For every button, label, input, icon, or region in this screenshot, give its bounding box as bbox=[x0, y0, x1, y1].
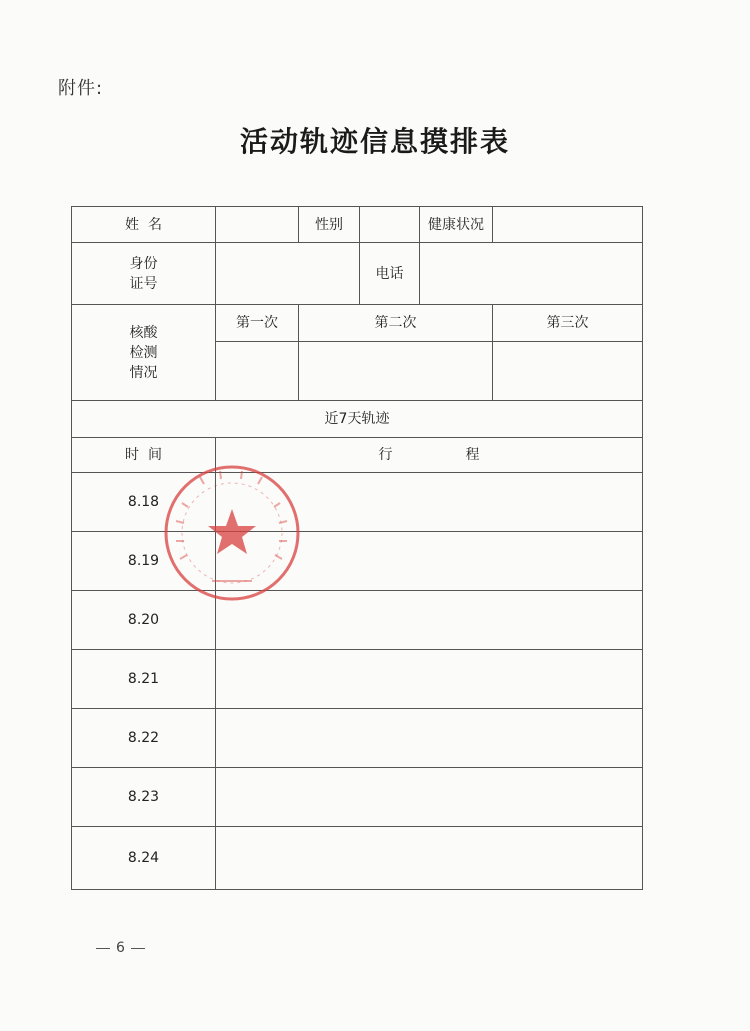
section-title: 近7天轨迹 bbox=[324, 411, 390, 427]
test-third-label: 第三次 bbox=[546, 315, 589, 331]
date-cell bbox=[72, 532, 216, 591]
id-label-cell bbox=[72, 243, 216, 305]
date-cell bbox=[72, 827, 216, 890]
attachment-label: 附件: bbox=[58, 78, 104, 99]
test-second-header bbox=[299, 305, 493, 342]
nucleic-label-cell bbox=[72, 305, 216, 401]
date-cell bbox=[72, 473, 216, 532]
document-title: 活动轨迹信息摸排表 bbox=[239, 125, 510, 158]
date-cell bbox=[72, 768, 216, 827]
id-input-cell[interactable] bbox=[216, 243, 360, 305]
route-header-char2: 程 bbox=[465, 447, 480, 463]
date-label: 8.23 bbox=[127, 789, 160, 805]
name-label: 姓 名 bbox=[125, 216, 162, 233]
section-title-cell bbox=[72, 401, 643, 438]
test-first-label: 第一次 bbox=[236, 315, 278, 331]
nucleic-label-line1: 核酸 bbox=[129, 324, 158, 341]
phone-label: 电话 bbox=[375, 265, 404, 282]
test-first-header bbox=[216, 305, 299, 342]
route-input-cell[interactable] bbox=[216, 650, 643, 709]
date-label: 8.22 bbox=[127, 730, 160, 746]
test-third-input[interactable] bbox=[493, 342, 643, 401]
info-form-table bbox=[71, 206, 643, 890]
health-label: 健康状况 bbox=[428, 216, 484, 233]
phone-input-cell[interactable] bbox=[420, 243, 643, 305]
test-first-input[interactable] bbox=[216, 342, 299, 401]
page-dash-left bbox=[96, 948, 110, 949]
nucleic-label-line2: 检测 bbox=[129, 344, 158, 361]
test-second-label: 第二次 bbox=[374, 315, 417, 331]
gender-label: 性别 bbox=[315, 216, 343, 233]
id-label-line2: 证号 bbox=[129, 275, 158, 292]
route-input-cell[interactable] bbox=[216, 827, 643, 890]
date-cell bbox=[72, 709, 216, 768]
name-label-cell bbox=[72, 207, 216, 243]
test-second-input[interactable] bbox=[299, 342, 493, 401]
id-label-line1: 身份 bbox=[129, 255, 158, 272]
health-input-cell[interactable] bbox=[493, 207, 643, 243]
phone-label-cell bbox=[360, 243, 420, 305]
route-header-char1: 行 bbox=[378, 447, 393, 463]
date-label: 8.18 bbox=[127, 494, 160, 510]
route-input-cell[interactable] bbox=[216, 473, 643, 532]
gender-label-cell bbox=[299, 207, 360, 243]
time-header-cell bbox=[72, 438, 216, 473]
date-cell bbox=[72, 591, 216, 650]
page-number-value: 6 bbox=[116, 940, 125, 956]
test-third-header bbox=[493, 305, 643, 342]
health-label-cell bbox=[420, 207, 493, 243]
nucleic-label-line3: 情况 bbox=[129, 364, 158, 381]
route-input-cell[interactable] bbox=[216, 532, 643, 591]
page-dash-right bbox=[131, 948, 145, 949]
gender-input-cell[interactable] bbox=[360, 207, 420, 243]
date-label: 8.20 bbox=[127, 612, 160, 628]
page-number bbox=[90, 940, 151, 956]
date-label: 8.24 bbox=[127, 850, 160, 866]
route-input-cell[interactable] bbox=[216, 709, 643, 768]
date-cell bbox=[72, 650, 216, 709]
route-input-cell[interactable] bbox=[216, 768, 643, 827]
date-label: 8.21 bbox=[127, 671, 160, 687]
time-header: 时 间 bbox=[125, 447, 162, 463]
route-input-cell[interactable] bbox=[216, 591, 643, 650]
route-header-cell bbox=[216, 438, 643, 473]
date-label: 8.19 bbox=[127, 553, 160, 569]
name-input-cell[interactable] bbox=[216, 207, 299, 243]
